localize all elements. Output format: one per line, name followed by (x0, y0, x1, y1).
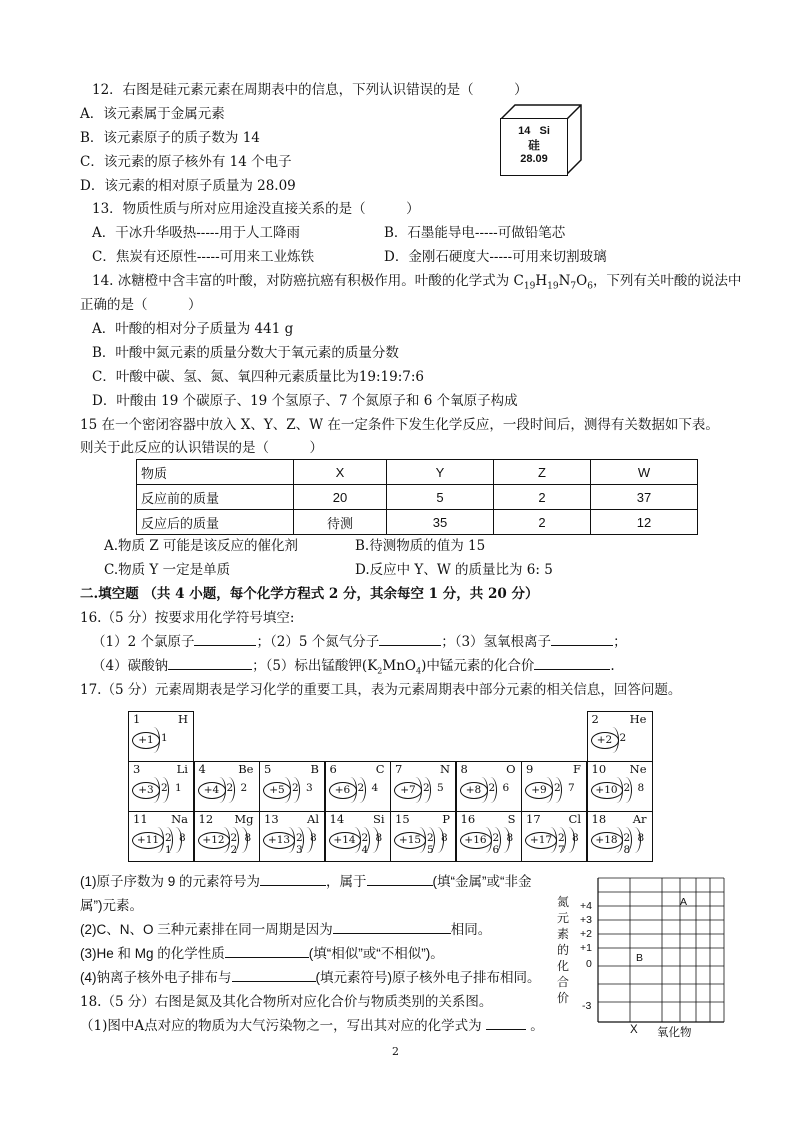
atomic-number: 6 (329, 762, 337, 776)
q16-sub-4: 4 (415, 666, 422, 676)
q15-option-b: B.待测物质的值为 15 (355, 538, 486, 554)
q14-o: O (576, 273, 588, 289)
q17-sub2-a: (2)C、N、O 三种元素排在同一周期是因为 (80, 922, 333, 937)
table-row (137, 485, 698, 510)
element-symbol: Mg (234, 812, 254, 826)
atomic-number: 5 (264, 762, 272, 776)
q17-sub1-line1 (80, 873, 532, 891)
element-symbol: He (629, 712, 647, 726)
element-cell-na (128, 811, 194, 862)
nucleus-charge: +17 (525, 832, 557, 849)
atomic-number: 15 (395, 812, 410, 826)
q12-option-b: B．该元素原子的质子数为 14 (80, 130, 260, 146)
q17-sub2 (80, 921, 491, 939)
q17-stem: 17.（5 分）元素周期表是学习化学的重要工具，表为元素周期表中部分元素的相关信息，回答问题。 (80, 682, 682, 698)
q17-sub4 (80, 969, 541, 987)
q17-sub3-a: (3)He 和 Mg 的化学性质 (80, 946, 225, 961)
q14-option-c: C．叶酸中碳、氢、氮、氧四种元素质量比为19:19:7:6 (92, 369, 425, 385)
atomic-number: 9 (526, 762, 534, 776)
atomic-number: 10 (591, 762, 607, 776)
q14-option-d: D．叶酸由 19 个碳原子、19 个氢原子、7 个氮原子和 6 个氧原子构成 (92, 393, 518, 409)
answer-blank[interactable] (486, 1017, 526, 1030)
y-label-char: 氮 (556, 895, 569, 909)
element-cell-s (456, 811, 522, 862)
element-symbol: Si (372, 812, 385, 826)
answer-blank[interactable] (168, 657, 252, 670)
card-number-symbol (501, 125, 567, 137)
element-cell-si (325, 811, 391, 862)
nucleus-charge: +12 (198, 832, 230, 849)
q15-mass-table (136, 459, 698, 535)
nucleus-charge: +2 (591, 732, 619, 749)
element-cell-n (390, 761, 456, 812)
q17-sub2-b: 相同。 (450, 922, 492, 937)
table-row (137, 510, 698, 535)
q12-option-c: C．该元素的原子核外有 14 个电子 (80, 154, 292, 170)
element-cell-c (325, 761, 391, 812)
q16-stem: 16.（5 分）按要求用化学符号填空: (80, 610, 295, 626)
table-cell: 5 (387, 485, 494, 510)
electron-shells: 2 8 5 (427, 832, 450, 856)
q15-option-a: A.物质 Z 可能是该反应的催化剂 (104, 538, 299, 554)
electron-shells: 2 8 6 (492, 832, 516, 856)
q13-option-a: A．干冰升华吸热-----用于人工降雨 (92, 225, 301, 241)
q13-option-c: C．焦炭有还原性-----可用来工业炼铁 (92, 249, 315, 265)
element-cell-p (390, 811, 456, 862)
answer-blank[interactable] (194, 633, 256, 646)
element-symbol: N (439, 762, 450, 776)
q16-line1-end: ； (613, 634, 627, 650)
element-cell-he (587, 711, 653, 762)
q14-sub-h: 19 (547, 281, 559, 292)
q17-sub1-a: (1)原子序数为 9 的元素符号为 (80, 874, 261, 889)
element-symbol: B (310, 762, 319, 776)
electron-shells: 2 8 (623, 782, 647, 794)
electron-shells: 2 8 4 (361, 832, 385, 856)
element-cell-f (521, 761, 587, 812)
table-cell: 12 (591, 510, 698, 535)
element-symbol: Li (176, 762, 188, 776)
point-b-label: B (636, 952, 644, 964)
table-cell: 37 (591, 485, 698, 510)
q15-stem-line2: 则关于此反应的认识错误的是（ ） (80, 440, 323, 456)
atomic-number: 12 (198, 812, 214, 826)
q18-sub1 (80, 1017, 544, 1035)
atomic-number: 16 (460, 812, 476, 826)
table-header: 物质 (137, 460, 294, 485)
table-header: W (591, 460, 698, 485)
table-cell: 20 (294, 485, 387, 510)
q18-sub1-a: （1)图中A点对应的物质为大气污染物之一，写出其对应的化学式为 (80, 1018, 482, 1034)
element-symbol: Al (307, 812, 319, 826)
table-row (137, 460, 698, 485)
q14-sub-n: 7 (570, 281, 577, 292)
electron-shells: 2 7 (554, 782, 577, 794)
q15-stem-line1: 15 在一个密闭容器中放入 X、Y、Z、W 在一定条件下发生化学反应，一段时间后，测得有关数据如下表。 (80, 417, 719, 433)
q17-sub1-b: ，属于 (326, 874, 367, 889)
q15-option-d: D.反应中 Y、W 的质量比为 6: 5 (355, 562, 553, 578)
silicon-element-card (500, 104, 582, 174)
electron-shells: 2 8 7 (558, 832, 581, 856)
y-tick-label: +3 (580, 914, 592, 926)
q16-mno: MnO (382, 658, 416, 674)
nucleus-charge: +8 (460, 782, 488, 799)
atomic-number: 4 (198, 762, 206, 776)
card-name: 硅 (528, 140, 540, 152)
q18-sub1-end: 。 (530, 1018, 544, 1034)
y-label-char: 的 (556, 943, 569, 957)
nucleus-charge: +6 (329, 782, 357, 799)
q12-stem: 12．右图是硅元素元素在周期表中的信息，下列认识错误的是（ ） (92, 82, 528, 98)
answer-blank[interactable] (551, 633, 613, 646)
card-atomic-number: 14 (518, 125, 531, 137)
electron-shells: 2 8 2 (230, 832, 254, 856)
answer-blank[interactable] (534, 657, 610, 670)
electron-shells: 2 8 8 (623, 832, 647, 856)
nucleus-charge: +5 (263, 782, 291, 799)
answer-blank[interactable] (225, 945, 309, 958)
nucleus-charge: +11 (132, 832, 164, 849)
element-cell-mg (194, 811, 260, 862)
electron-shells: 2 3 (292, 782, 315, 794)
electron-shells: 2 8 1 (165, 832, 188, 856)
q16-line2-end: . (610, 658, 615, 674)
q17-sub3-b: (填“相似”或“不相似”)。 (308, 946, 444, 961)
y-label-char: 价 (556, 991, 569, 1005)
element-cell-cl (521, 811, 587, 862)
element-symbol: Na (171, 812, 188, 826)
electron-shell-arc (147, 727, 160, 753)
element-symbol: O (506, 762, 516, 776)
nucleus-charge: +13 (263, 832, 295, 849)
card-front (500, 118, 568, 176)
card-mass: 28.09 (520, 153, 548, 165)
element-cell-o (456, 761, 522, 812)
nucleus-charge: +4 (198, 782, 226, 799)
q14-option-a: A．叶酸的相对分子质量为 441 g (92, 321, 294, 337)
y-label-char: 合 (556, 975, 569, 989)
q16-part5-label: ；（5）标出锰酸钾(K (252, 658, 378, 674)
element-cell-h (128, 711, 194, 762)
q17-sub4-b: (填元素符号)原子核外电子排布相同。 (315, 970, 541, 985)
y-tick-label: -3 (582, 1000, 592, 1012)
q15-option-c: C.物质 Y 一定是单质 (104, 562, 231, 578)
nucleus-charge: +3 (132, 782, 160, 799)
q17-sub1-c: (填“金属”或“非金 (432, 874, 532, 889)
y-label-char: 素 (556, 927, 569, 941)
electron-shells: 2 1 (161, 782, 184, 794)
q18-stem: 18.（5 分）右图是氮及其化合物所对应化合价与物质类别的关系图。 (80, 994, 493, 1010)
atomic-number: 13 (264, 812, 279, 826)
table-cell: 待测 (294, 510, 387, 535)
answer-blank[interactable] (333, 921, 451, 934)
nucleus-charge: +10 (591, 782, 623, 799)
answer-blank[interactable] (260, 873, 326, 886)
element-symbol: Cl (568, 812, 581, 826)
y-tick-label: 0 (586, 958, 592, 970)
graph-grid (556, 872, 736, 1042)
q14-stem-line2: 正确的是（ ） (80, 297, 202, 313)
q14-option-b: B．叶酸中氮元素的质量分数大于氧元素的质量分数 (92, 345, 399, 361)
q16-part2-label: ；（2）5 个氮气分子 (256, 634, 380, 650)
element-symbol: Ar (632, 812, 647, 826)
nucleus-charge: +15 (394, 832, 426, 849)
nucleus-charge: +18 (591, 832, 623, 849)
y-tick-label: +1 (580, 942, 592, 954)
table-cell: 反应后的质量 (137, 510, 294, 535)
q14-sub-c: 19 (523, 281, 536, 292)
q14-h: H (535, 273, 548, 289)
nucleus-charge: +7 (394, 782, 422, 799)
table-cell: 35 (387, 510, 494, 535)
section-2-heading: 二.填空题 （共 4 小题，每个化学方程式 2 分，其余每空 1 分，共 20 分） (80, 586, 539, 602)
electron-shells: 2 (619, 732, 629, 744)
q14-sub-o: 6 (587, 281, 593, 292)
q16-part1-label: （1）2 个氯原子 (92, 634, 195, 650)
atomic-number: 8 (460, 762, 468, 776)
atomic-number: 7 (395, 762, 403, 776)
periodic-table (128, 711, 656, 861)
q12-option-d: D．该元素的相对原子质量为 28.09 (80, 178, 296, 194)
element-cell-li (128, 761, 194, 812)
electron-shells: 2 8 3 (296, 832, 319, 856)
electron-shells: 2 2 (226, 782, 250, 794)
element-symbol: P (442, 812, 450, 826)
element-cell-b (259, 761, 325, 812)
q16-line1 (92, 633, 627, 651)
x-category-label: X (630, 1024, 638, 1036)
element-symbol: C (375, 762, 385, 776)
table-cell: 2 (494, 510, 591, 535)
y-tick-label: +4 (580, 900, 592, 912)
table-cell: 2 (494, 485, 591, 510)
q17-sub1-line2: 属”)元素。 (80, 898, 143, 913)
element-symbol: H (177, 712, 188, 726)
element-cell-be (194, 761, 260, 812)
nucleus-charge: +1 (132, 732, 160, 749)
q16-line2 (92, 657, 615, 681)
q17-sub4-a: (4)钠离子核外电子排布与 (80, 970, 232, 985)
answer-blank[interactable] (367, 873, 433, 886)
valence-category-graph (556, 872, 736, 1042)
table-header: Y (387, 460, 494, 485)
atomic-number: 3 (133, 762, 141, 776)
element-symbol: Ne (629, 762, 647, 776)
electron-shells: 1 (161, 732, 170, 744)
q14-stem-line1 (92, 272, 741, 296)
nucleus-charge: +14 (329, 832, 361, 849)
q14-n: N (558, 273, 571, 289)
q16-part4-label: （4）碳酸钠 (92, 658, 169, 674)
q16-sub-2: 2 (377, 666, 383, 676)
q17-sub3 (80, 945, 444, 963)
nucleus-charge: +9 (525, 782, 553, 799)
element-cell-al (259, 811, 325, 862)
electron-shells: 2 4 (357, 782, 381, 794)
q16-part3-label: ；（3）氢氧根离子 (441, 634, 552, 650)
point-a-label: A (680, 896, 688, 908)
page-number: 2 (392, 1045, 399, 1058)
electron-shells: 2 6 (488, 782, 512, 794)
y-label-char: 化 (556, 959, 569, 973)
y-label-char: 元 (556, 911, 569, 925)
table-cell: 反应前的质量 (137, 485, 294, 510)
card-symbol: Si (539, 125, 550, 137)
table-header: Z (494, 460, 591, 485)
element-symbol: Be (238, 762, 254, 776)
element-cell-ne (587, 761, 653, 812)
atomic-number: 18 (591, 812, 607, 826)
element-cell-ar (587, 811, 653, 862)
q16-part5-tail: )中锰元素的化合价 (421, 658, 535, 674)
atomic-number: 11 (133, 812, 148, 826)
electron-shells: 2 5 (423, 782, 446, 794)
answer-blank[interactable] (379, 633, 441, 646)
q12-option-a: A．该元素属于金属元素 (80, 106, 225, 122)
nucleus-charge: +16 (460, 832, 492, 849)
electron-shell-arc (606, 727, 619, 753)
x-category-label: 氧化物 (657, 1025, 692, 1039)
q14-stem-tail: ，下列有关叶酸的说法中 (592, 273, 742, 289)
atomic-number: 1 (133, 712, 141, 726)
q13-stem: 13．物质性质与所对应用途没直接关系的是（ ） (92, 201, 420, 217)
answer-blank[interactable] (232, 969, 316, 982)
element-symbol: F (573, 762, 581, 776)
atomic-number: 17 (526, 812, 541, 826)
atomic-number: 14 (329, 812, 345, 826)
q13-option-d: D．金刚石硬度大-----可用来切割玻璃 (384, 249, 607, 265)
element-symbol: S (507, 812, 516, 826)
table-header: X (294, 460, 387, 485)
atomic-number: 2 (591, 712, 599, 726)
q14-stem-text: 14. 冰糖橙中含丰富的叶酸，对防癌抗癌有积极作用。叶酸的化学式为 C (92, 273, 524, 289)
y-tick-label: +2 (580, 928, 592, 940)
q13-option-b: B．石墨能导电-----可做铅笔芯 (384, 225, 566, 241)
